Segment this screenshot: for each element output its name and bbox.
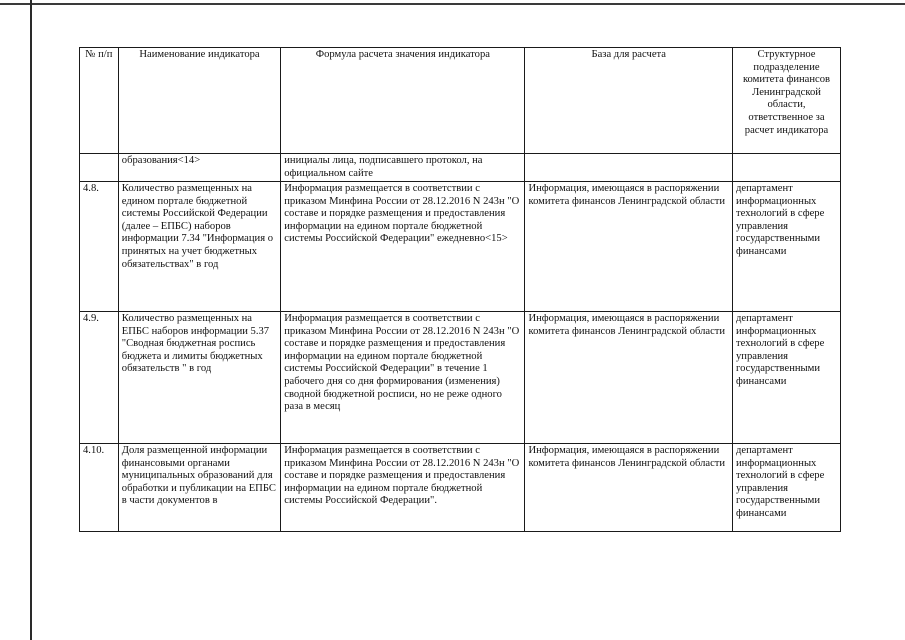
cell-base: Информация, имеющаяся в распоряжении комитета финансов Ленинградской области — [525, 312, 733, 444]
cell-base: Информация, имеющаяся в распоряжении комитета финансов Ленинградской области — [525, 182, 733, 312]
header-cell-base: База для расчета — [525, 48, 733, 154]
cell-name: образования<14> — [118, 154, 280, 182]
cell-dept: департамент информационных технологий в сфере управления государственными финансами — [733, 182, 841, 312]
cell-name: Доля размещенной информации финансовыми органами муниципальных образований для обработки и публикации на ЕПБС в части документов в — [118, 444, 280, 532]
cell-formula: Информация размещается в соответствии с приказом Минфина России от 28.12.2016 N 243н "О составе и порядке размещения и предоставления информации на едином портале бюджетной системы Российской Федерации" ежедневно<15> — [281, 182, 525, 312]
indicators-table — [79, 47, 841, 532]
cell-num: 4.10. — [80, 444, 119, 532]
header-cell-name: Наименование индикатора — [118, 48, 280, 154]
scan-edge-top — [0, 3, 905, 5]
cell-formula: Информация размещается в соответствии с приказом Минфина России от 28.12.2016 N 243н "О составе и порядке размещения и предоставления информации на едином портале бюджетной системы Российской Федерации". — [281, 444, 525, 532]
cell-formula: Информация размещается в соответствии с приказом Минфина России от 28.12.2016 N 243н "О составе и порядке размещения и предоставления информации на едином портале бюджетной системы Российской Федерации" в течение 1 рабочего дня со дня формирования (изменения) сводной бюджетной росписи, но не реже одного раза в месяц — [281, 312, 525, 444]
table-row — [80, 312, 841, 444]
cell-formula: инициалы лица, подписавшего протокол, на официальном сайте — [281, 154, 525, 182]
table-row-continuation — [80, 154, 841, 182]
table-header-row — [80, 48, 841, 154]
cell-name: Количество размещенных на едином портале бюджетной системы Российской Федерации (далее – ЕПБС) наборов информации 7.34 "Информация о принятых на учет бюджетных обязательствах" в год — [118, 182, 280, 312]
table-row — [80, 444, 841, 532]
table-row — [80, 182, 841, 312]
header-cell-formula: Формула расчета значения индикатора — [281, 48, 525, 154]
cell-num — [80, 154, 119, 182]
header-cell-dept: Структурное подразделение комитета финансов Ленинградской области, ответственное за расчет индикатора — [733, 48, 841, 154]
cell-dept: департамент информационных технологий в сфере управления государственными финансами — [733, 444, 841, 532]
cell-num: 4.9. — [80, 312, 119, 444]
cell-dept — [733, 154, 841, 182]
cell-dept: департамент информационных технологий в сфере управления государственными финансами — [733, 312, 841, 444]
scan-edge-left — [30, 0, 32, 640]
cell-name: Количество размещенных на ЕПБС наборов информации 5.37 "Сводная бюджетная роспись бюджета и лимиты бюджетных обязательств " в год — [118, 312, 280, 444]
cell-num: 4.8. — [80, 182, 119, 312]
cell-base: Информация, имеющаяся в распоряжении комитета финансов Ленинградской области — [525, 444, 733, 532]
header-cell-num: № п/п — [80, 48, 119, 154]
cell-base — [525, 154, 733, 182]
